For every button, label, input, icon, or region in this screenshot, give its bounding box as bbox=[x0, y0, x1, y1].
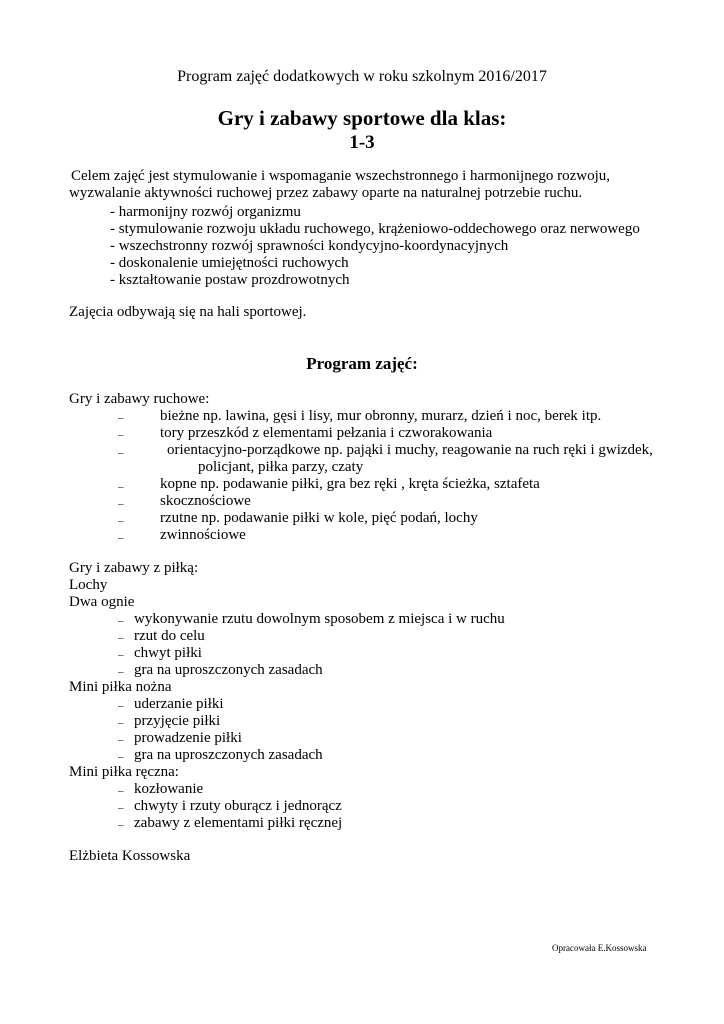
intro-line-2: wyzwalanie aktywności ruchowej przez zabawy oparte na naturalnej potrzebie ruchu. bbox=[69, 185, 583, 201]
dash-bullet: – bbox=[118, 819, 124, 831]
list-item: rzutne np. podawanie piłki w kole, pięć podań, lochy bbox=[160, 510, 478, 526]
goal-item: - stymulowanie rozwoju układu ruchowego, krążeniowo-oddechowego oraz nerwowego bbox=[110, 221, 640, 237]
intro-line-1: Celem zajęć jest stymulowanie i wspomaganie wszechstronnego i harmonijnego rozwoju, bbox=[71, 168, 611, 184]
list-item: skocznościowe bbox=[160, 493, 251, 509]
list-item: tory przeszkód z elementami pełzania i czworakowania bbox=[160, 425, 493, 441]
football-heading: Mini piłka nożna bbox=[69, 679, 172, 695]
list-item: chwyty i rzuty oburącz i jednorącz bbox=[134, 798, 342, 814]
goal-item: - doskonalenie umiejętności ruchowych bbox=[110, 255, 349, 271]
dash-bullet: – bbox=[118, 481, 124, 493]
list-item: zabawy z elementami piłki ręcznej bbox=[134, 815, 343, 831]
dash-bullet: – bbox=[118, 412, 124, 424]
list-item: rzut do celu bbox=[134, 628, 205, 644]
document-title: Gry i zabawy sportowe dla klas: bbox=[217, 106, 507, 130]
list-item: uderzanie piłki bbox=[134, 696, 224, 712]
dash-bullet: – bbox=[118, 515, 124, 527]
dash-bullet: – bbox=[118, 632, 124, 644]
dash-bullet: – bbox=[118, 717, 124, 729]
dash-bullet: – bbox=[118, 785, 124, 797]
goal-item: - harmonijny rozwój organizmu bbox=[110, 204, 301, 220]
list-item: prowadzenie piłki bbox=[134, 730, 242, 746]
author-name: Elżbieta Kossowska bbox=[69, 848, 191, 864]
lochy-heading: Lochy bbox=[69, 577, 108, 593]
dash-bullet: – bbox=[118, 447, 124, 459]
document-subtitle: Program zajęć dodatkowych w roku szkolnym 2016/2017 bbox=[177, 68, 547, 85]
location-note: Zajęcia odbywają się na hali sportowej. bbox=[69, 304, 307, 320]
list-item: kozłowanie bbox=[134, 781, 204, 797]
dash-bullet: – bbox=[118, 700, 124, 712]
list-item-continuation: policjant, piłka parzy, czaty bbox=[198, 459, 364, 475]
dash-bullet: – bbox=[118, 615, 124, 627]
dash-bullet: – bbox=[118, 498, 124, 510]
list-item: zwinnościowe bbox=[160, 527, 246, 543]
dwa-ognie-heading: Dwa ognie bbox=[69, 594, 135, 610]
dash-bullet: – bbox=[118, 532, 124, 544]
dash-bullet: – bbox=[118, 666, 124, 678]
dash-bullet: – bbox=[118, 751, 124, 763]
ball-games-heading: Gry i zabawy z piłką: bbox=[69, 560, 199, 576]
list-item: chwyt piłki bbox=[134, 645, 202, 661]
grade-range: 1-3 bbox=[349, 132, 375, 153]
dash-bullet: – bbox=[118, 429, 124, 441]
list-item: gra na uproszczonych zasadach bbox=[134, 662, 323, 678]
handball-heading: Mini piłka ręczna: bbox=[69, 764, 179, 780]
list-item: orientacyjno-porządkowe np. pająki i muchy, reagowanie na ruch ręki i gwizdek, bbox=[167, 442, 653, 458]
list-item: bieżne np. lawina, gęsi i lisy, mur obronny, murarz, dzień i noc, berek itp. bbox=[160, 408, 602, 424]
movement-games-heading: Gry i zabawy ruchowe: bbox=[69, 391, 210, 407]
list-item: gra na uproszczonych zasadach bbox=[134, 747, 323, 763]
dash-bullet: – bbox=[118, 734, 124, 746]
goal-item: - kształtowanie postaw prozdrowotnych bbox=[110, 272, 350, 288]
list-item: przyjęcie piłki bbox=[134, 713, 221, 729]
goal-item: - wszechstronny rozwój sprawności kondycyjno-koordynacyjnych bbox=[110, 238, 509, 254]
page-footer: Opracowała E.Kossowska bbox=[552, 943, 647, 953]
dash-bullet: – bbox=[118, 802, 124, 814]
list-item: wykonywanie rzutu dowolnym sposobem z miejsca i w ruchu bbox=[134, 611, 505, 627]
program-title: Program zajęć: bbox=[306, 354, 418, 373]
list-item: kopne np. podawanie piłki, gra bez ręki , kręta ścieżka, sztafeta bbox=[160, 476, 540, 492]
dash-bullet: – bbox=[118, 649, 124, 661]
